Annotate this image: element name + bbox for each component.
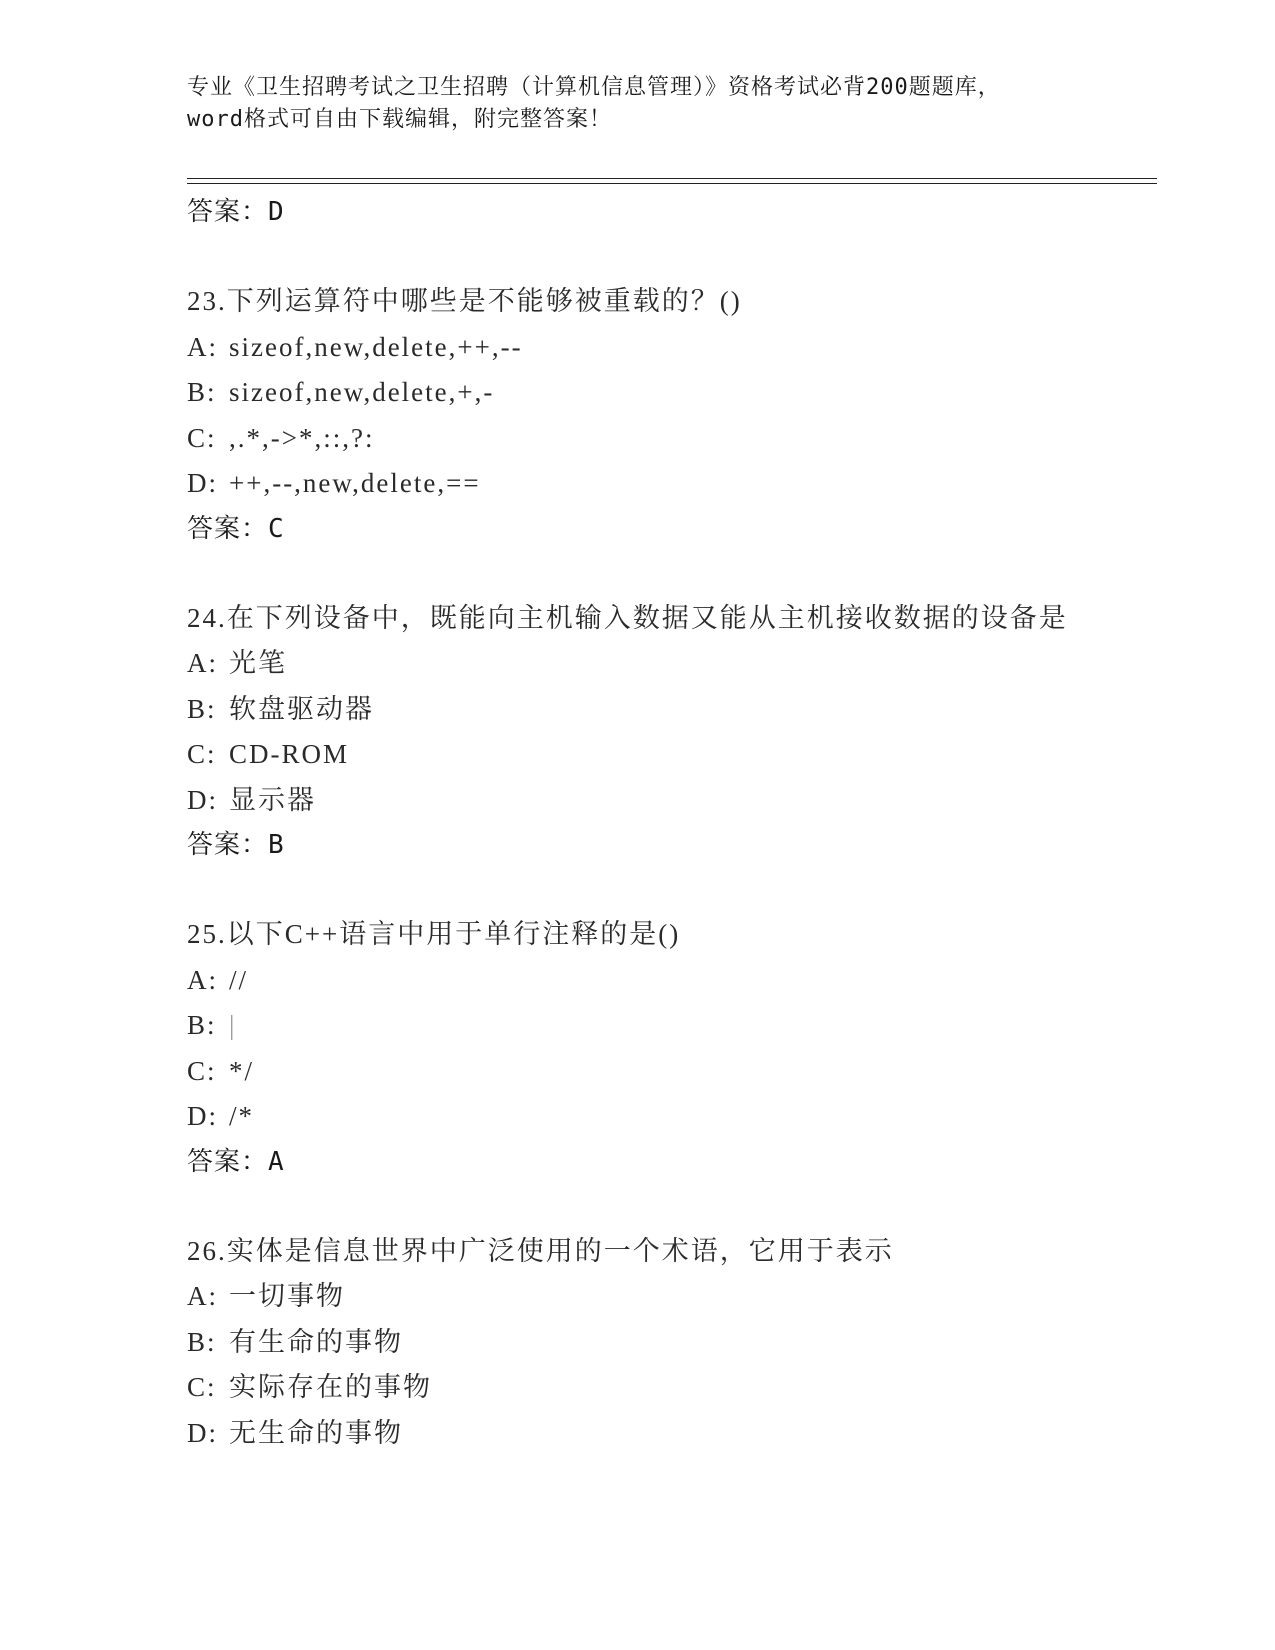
option-label: C:	[187, 1372, 217, 1402]
option-c	[187, 1365, 1157, 1411]
question-25	[187, 912, 1157, 1185]
answer-line: 答案：A	[187, 1146, 285, 1177]
header-title-line-2: word格式可自由下载编辑，附完整答案！	[187, 107, 612, 132]
option-label: A:	[187, 1281, 218, 1311]
option-c	[187, 416, 1157, 462]
option-c	[187, 1049, 1157, 1095]
option-label: D:	[187, 1101, 218, 1131]
question-23	[187, 279, 1157, 552]
option-label: C:	[187, 1055, 217, 1086]
option-label: B:	[187, 693, 217, 724]
option-text: 光笔	[229, 648, 287, 678]
option-text: |	[229, 1010, 237, 1040]
option-text: 有生命的事物	[229, 1326, 403, 1357]
option-label: C:	[187, 739, 217, 769]
question-text: 24.在下列设备中，既能向主机输入数据又能从主机接收数据的设备是	[187, 602, 1068, 633]
option-label: A:	[187, 648, 218, 678]
option-text: sizeof,new,delete,++,--	[229, 331, 523, 362]
option-text: 软盘驱动器	[229, 693, 374, 724]
question-text: 23.下列运算符中哪些是不能够被重载的？()	[187, 286, 742, 316]
option-c	[187, 732, 1157, 778]
option-label: C:	[187, 422, 217, 453]
option-d	[187, 461, 1157, 507]
question-24	[187, 596, 1157, 869]
option-label: D:	[187, 784, 218, 815]
option-label: B:	[187, 1010, 217, 1040]
answer-line: 答案：B	[187, 830, 285, 860]
option-text: CD-ROM	[229, 739, 350, 769]
option-text: */	[229, 1055, 255, 1086]
option-b	[187, 370, 1157, 416]
option-label: A:	[187, 331, 218, 362]
answer-line: 答案：C	[187, 513, 285, 544]
option-d	[187, 778, 1157, 824]
header-title-line-1: 专业《卫生招聘考试之卫生招聘（计算机信息管理）》资格考试必背200题题库，	[187, 75, 1001, 100]
document-header	[187, 72, 1087, 136]
option-text: ++,--,new,delete,==	[229, 468, 481, 498]
option-label: B:	[187, 1326, 217, 1357]
option-text: //	[229, 964, 249, 995]
header-divider-bottom	[187, 183, 1157, 184]
option-b	[187, 1320, 1157, 1366]
option-d	[187, 1094, 1157, 1140]
header-divider-top	[187, 178, 1157, 179]
option-text: 显示器	[229, 784, 316, 815]
option-text: 一切事物	[229, 1281, 345, 1311]
option-text: /*	[229, 1101, 255, 1131]
option-text: ,.*,->*,::,?:	[229, 422, 375, 453]
question-text: 26.实体是信息世界中广泛使用的一个术语，它用于表示	[187, 1235, 894, 1266]
option-label: D:	[187, 468, 218, 498]
option-text: 无生命的事物	[229, 1417, 403, 1448]
option-text: sizeof,new,delete,+,-	[229, 377, 495, 407]
option-b	[187, 1003, 1157, 1049]
option-a	[187, 325, 1157, 371]
question-list	[187, 190, 1157, 1456]
question-26	[187, 1229, 1157, 1457]
option-d	[187, 1411, 1157, 1457]
option-b	[187, 687, 1157, 733]
option-label: A:	[187, 964, 218, 995]
answer-line: 答案：D	[187, 197, 285, 227]
option-a	[187, 958, 1157, 1004]
option-label: D:	[187, 1417, 218, 1448]
option-text: 实际存在的事物	[229, 1372, 432, 1402]
option-a	[187, 1274, 1157, 1320]
option-label: B:	[187, 377, 217, 407]
option-a	[187, 641, 1157, 687]
question-text: 25.以下C++语言中用于单行注释的是()	[187, 919, 681, 949]
